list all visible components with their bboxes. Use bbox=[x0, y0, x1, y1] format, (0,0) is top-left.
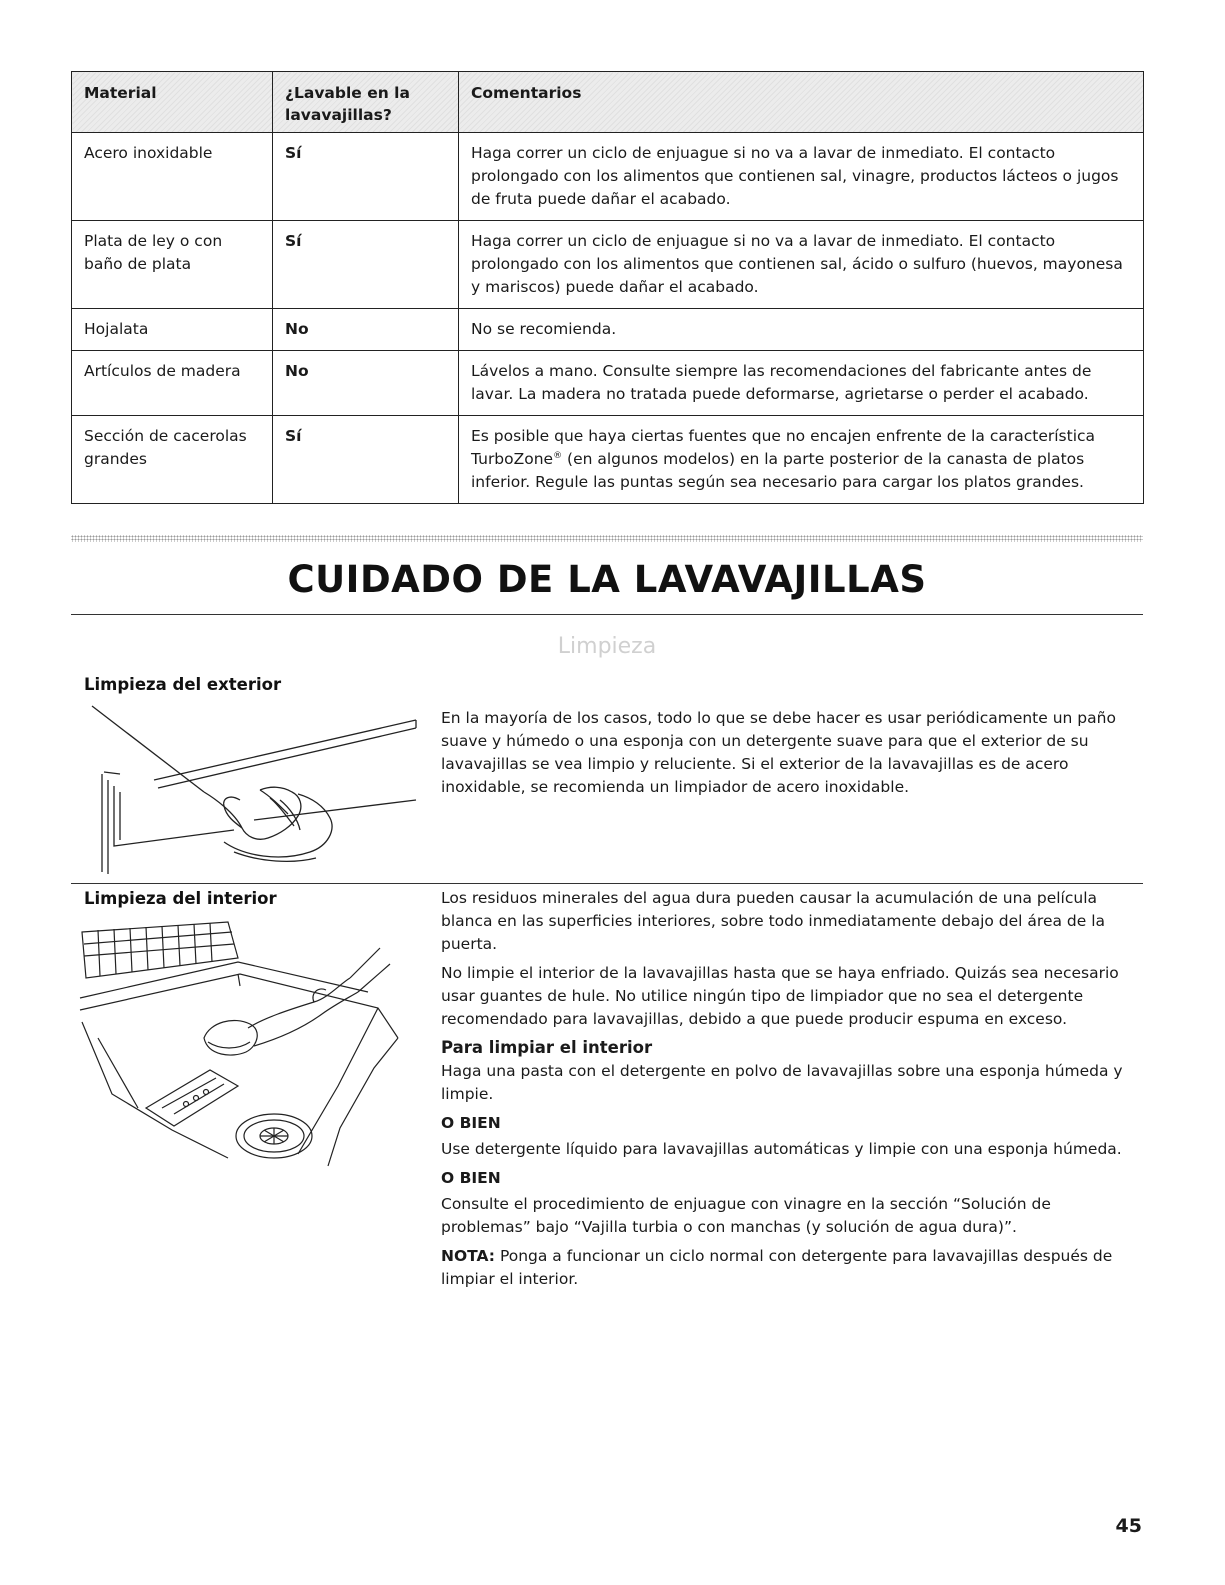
cell-material: Plata de ley o con baño de plata bbox=[72, 221, 273, 309]
interior-paragraph-1: Los residuos minerales del agua dura pueden causar la acumulación de una película blanca en las superficies interiores, sobre todo inmediatamente debajo del área de la puerta. bbox=[441, 889, 1106, 953]
cell-comment: No se recomienda. bbox=[459, 309, 1144, 351]
cell-comment: Haga correr un ciclo de enjuague si no va a lavar de inmediato. El contacto prolongado con los alimentos que contienen sal, ácido o sulfuro (huevos, mayonesa y mariscos) puede dañar el acabado. bbox=[459, 221, 1144, 309]
header-comments: Comentarios bbox=[459, 72, 1144, 133]
interior-cleaning-illustration bbox=[78, 918, 423, 1170]
table-row bbox=[72, 351, 1144, 416]
section-rule bbox=[71, 883, 1143, 884]
header-washable: ¿Lavable en la lavavajillas? bbox=[273, 72, 459, 133]
cell-washable: No bbox=[273, 309, 459, 351]
cell-washable: Sí bbox=[273, 416, 459, 504]
or-label-2: O BIEN bbox=[441, 1169, 501, 1187]
exterior-cleaning-illustration bbox=[84, 702, 424, 880]
title-rule bbox=[71, 614, 1143, 615]
note-label: NOTA: bbox=[441, 1247, 496, 1265]
cell-comment bbox=[459, 416, 1144, 504]
cell-washable: No bbox=[273, 351, 459, 416]
note-text: Ponga a funcionar un ciclo normal con detergente para lavavajillas después de limpiar el interior. bbox=[441, 1247, 1113, 1288]
comment-text-post: (en algunos modelos) en la parte posterior de la canasta de platos inferior. Regule las puntas según sea necesario para cargar los platos grandes. bbox=[471, 450, 1085, 491]
exterior-text bbox=[441, 707, 1141, 805]
cell-washable: Sí bbox=[273, 221, 459, 309]
cell-comment: Haga correr un ciclo de enjuague si no va a lavar de inmediato. El contacto prolongado con los alimentos que contienen sal, vinagre, productos lácteos o jugos de fruta puede dañar el acabado. bbox=[459, 133, 1144, 221]
exterior-paragraph: En la mayoría de los casos, todo lo que se debe hacer es usar periódicamente un paño suave y húmedo o una esponja con un detergente suave para que el exterior de su lavavajillas se vea limpio y reluciente. Si el exterior de la lavavajillas es de acero inoxidable, se recomienda un limpiador de acero inoxidable. bbox=[441, 709, 1116, 796]
interior-subheading: Para limpiar el interior bbox=[441, 1038, 653, 1057]
table-row bbox=[72, 416, 1144, 504]
interior-text bbox=[441, 887, 1141, 1297]
table-row bbox=[72, 221, 1144, 309]
cell-material: Sección de cacerolas grandes bbox=[72, 416, 273, 504]
header-material: Material bbox=[72, 72, 273, 133]
interior-paragraph-2: No limpie el interior de la lavavajillas hasta que se haya enfriado. Quizás sea necesario usar guantes de hule. No utilice ningún tipo de limpiador que no sea el detergente recomendado para lavavajillas, debido a que puede producir espuma en exceso. bbox=[441, 964, 1119, 1028]
page-number: 45 bbox=[1115, 1515, 1142, 1537]
cell-material: Hojalata bbox=[72, 309, 273, 351]
interior-step-1: Haga una pasta con el detergente en polvo de lavavajillas sobre una esponja húmeda y limpie. bbox=[441, 1062, 1123, 1103]
table-header-row bbox=[72, 72, 1144, 133]
interior-heading: Limpieza del interior bbox=[84, 889, 277, 908]
materials-table bbox=[71, 71, 1144, 504]
section-subtitle: Limpieza bbox=[557, 634, 657, 659]
table-row bbox=[72, 133, 1144, 221]
registered-mark: ® bbox=[553, 450, 563, 461]
interior-note bbox=[441, 1245, 1141, 1291]
cell-material: Acero inoxidable bbox=[72, 133, 273, 221]
cell-washable: Sí bbox=[273, 133, 459, 221]
section-title: CUIDADO DE LA LAVAVAJILLAS bbox=[287, 558, 927, 601]
exterior-heading: Limpieza del exterior bbox=[84, 675, 282, 694]
table-row bbox=[72, 309, 1144, 351]
cell-comment: Lávelos a mano. Consulte siempre las recomendaciones del fabricante antes de lavar. La madera no tratada puede deformarse, agrietarse o perder el acabado. bbox=[459, 351, 1144, 416]
cell-material: Artículos de madera bbox=[72, 351, 273, 416]
dotted-divider bbox=[71, 535, 1143, 542]
interior-step-3: Consulte el procedimiento de enjuague con vinagre en la sección “Solución de problemas” bajo “Vajilla turbia o con manchas (y solución de agua dura)”. bbox=[441, 1195, 1051, 1236]
interior-step-2: Use detergente líquido para lavavajillas automáticas y limpie con una esponja húmeda. bbox=[441, 1140, 1122, 1158]
comment-text-pre: Es posible que haya ciertas fuentes que no encajen enfrente de la característica TurboZone bbox=[471, 427, 1096, 468]
or-label-1: O BIEN bbox=[441, 1114, 501, 1132]
